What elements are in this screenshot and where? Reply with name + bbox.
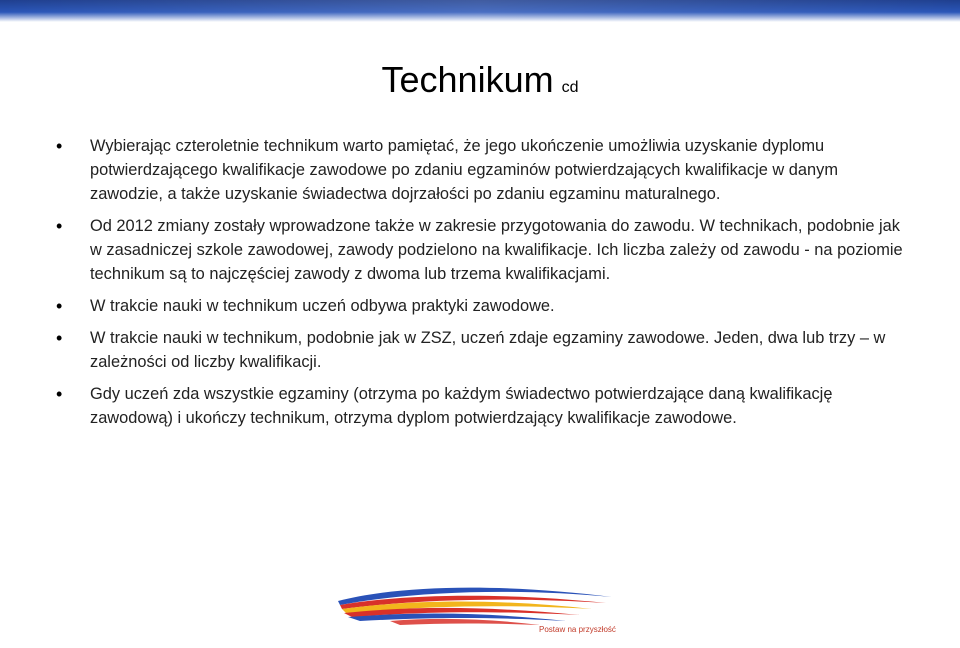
bullet-dot-icon: •	[56, 216, 63, 236]
bullet-dot-icon: •	[56, 328, 63, 348]
bullet-text: W trakcie nauki w technikum, podobnie jak w ZSZ, uczeń zdaje egzaminy zawodowe. Jeden, dwa lub trzy – w zależności od liczby kwalifikacji.	[90, 329, 886, 371]
bullet-item	[56, 294, 906, 318]
band-fade	[0, 0, 960, 22]
bullet-item	[56, 134, 906, 206]
bullet-item	[56, 326, 906, 374]
bullet-dot-icon: •	[56, 384, 63, 404]
bullet-text: W trakcie nauki w technikum uczeń odbywa praktyki zawodowe.	[90, 297, 555, 315]
title-sub: cd	[561, 79, 579, 96]
bullet-list	[56, 134, 906, 438]
bullet-text: Wybierając czteroletnie technikum warto pamiętać, że jego ukończenie umożliwia uzyskanie dyplomu potwierdzającego kwalifikacje zawodowe po zdaniu egzaminów potwierdzających kwalifikacje w danym zawodzie, a także uzyskanie świadectwa dojrzałości po zdaniu egzaminu maturalnego.	[90, 137, 838, 203]
bullet-dot-icon: •	[56, 136, 63, 156]
footer-tagline: Postaw na przyszłość	[539, 625, 616, 634]
bullet-text: Gdy uczeń zda wszystkie egzaminy (otrzyma po każdym świadectwo potwierdzające daną kwalifikację zawodową) i ukończy technikum, otrzyma dyplom potwierdzający kwalifikacje zawodowe.	[90, 385, 833, 427]
top-decorative-band	[0, 0, 960, 22]
bullet-text: Od 2012 zmiany zostały wprowadzone także w zakresie przygotowania do zawodu. W technikach, podobnie jak w zasadniczej szkole zawodowej, zawody podzielono na kwalifikacje. Ich liczba zależy od zawodu - na poziomie technikum są to najczęściej zawody z dwoma lub trzema kwalifikacjami.	[90, 217, 903, 283]
bullet-item	[56, 214, 906, 286]
slide-title	[0, 58, 960, 110]
title-main: Technikum	[381, 59, 554, 100]
bullet-dot-icon: •	[56, 296, 63, 316]
bullet-item	[56, 382, 906, 430]
